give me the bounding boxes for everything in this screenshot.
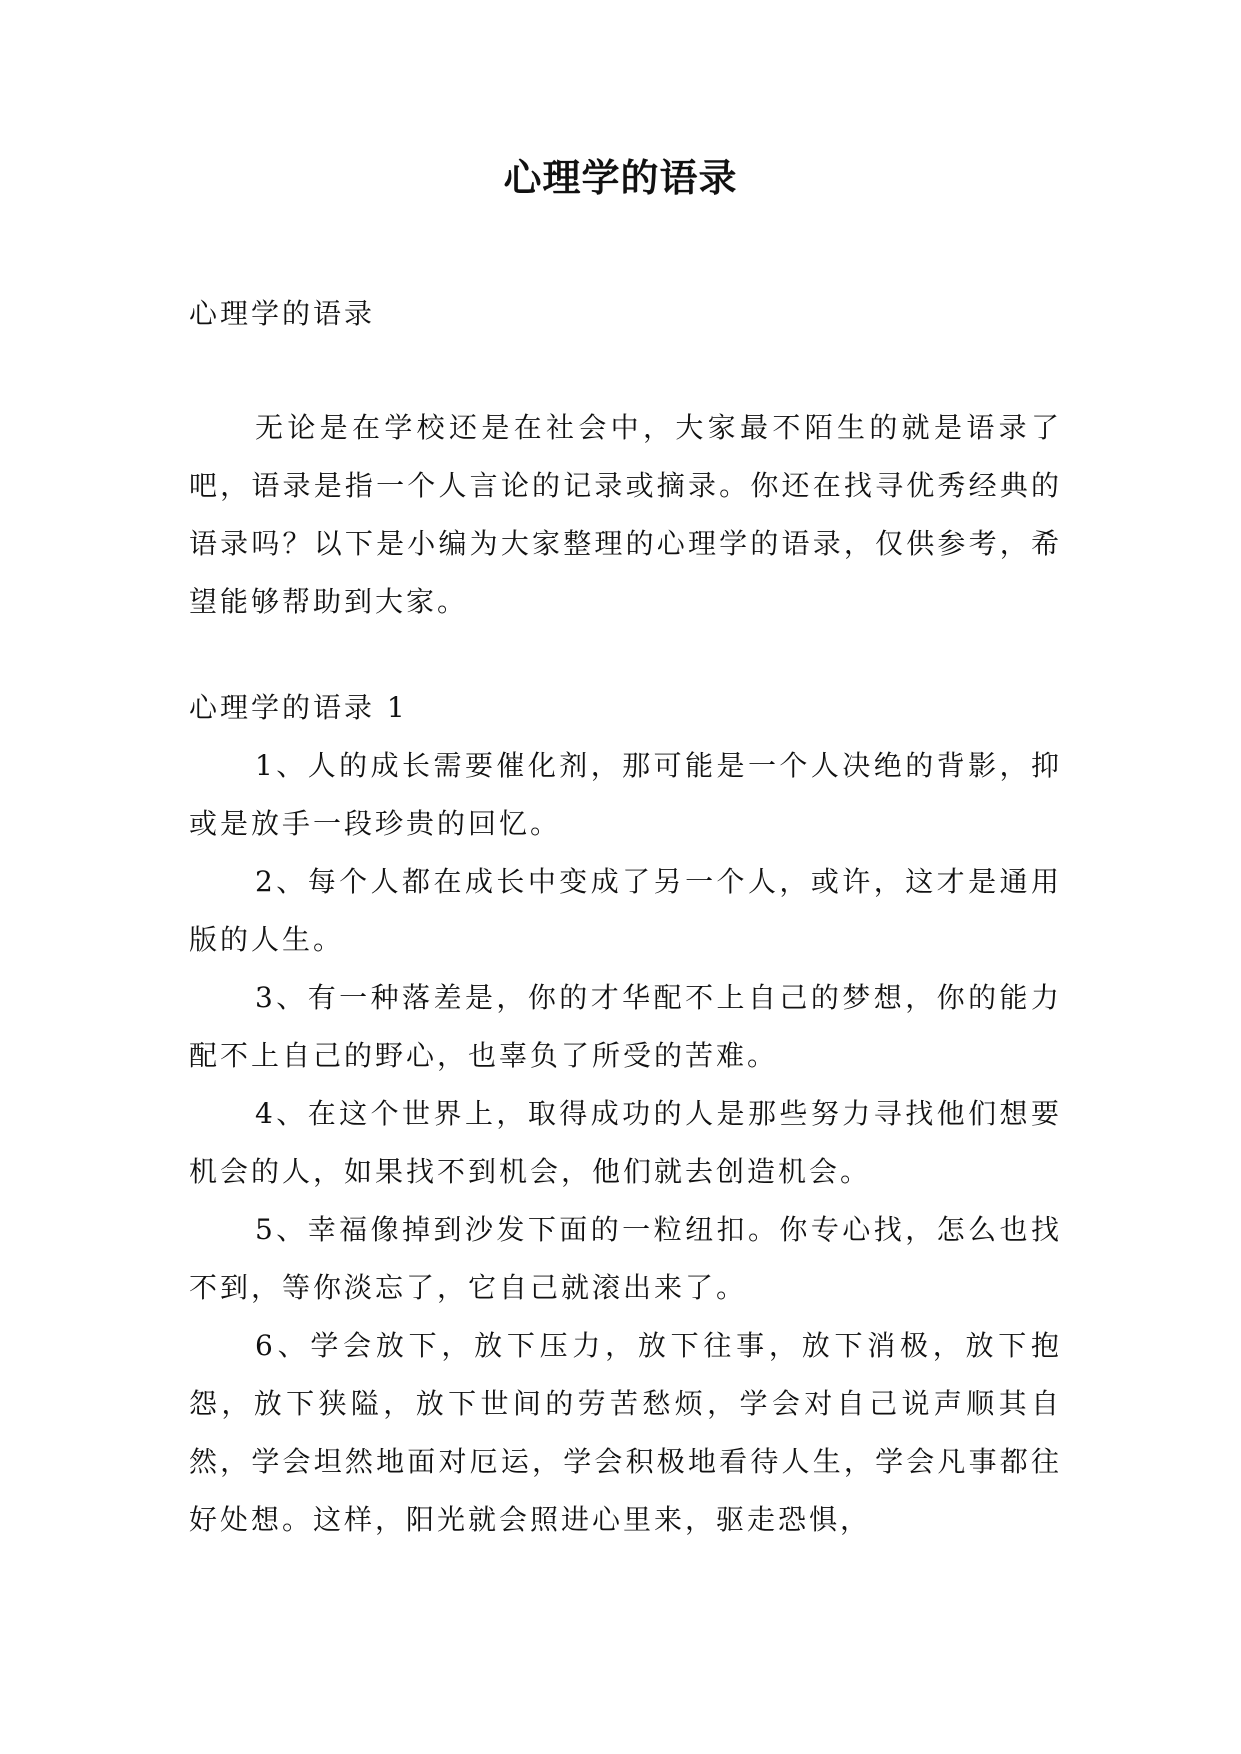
quote-item: 1、人的成长需要催化剂，那可能是一个人决绝的背影，抑或是放手一段珍贵的回忆。: [189, 749, 1062, 840]
quote-item: 3、有一种落差是，你的才华配不上自己的梦想，你的能力配不上自己的野心，也辜负了所受的苦难。: [189, 981, 1062, 1072]
document-body: [189, 285, 1062, 1549]
spacer: [189, 631, 1062, 679]
document-title: 心理学的语录: [503, 155, 738, 200]
quote-item: 4、在这个世界上，取得成功的人是那些努力寻找他们想要机会的人，如果找不到机会，他们就去创造机会。: [189, 1097, 1062, 1188]
document-subtitle: 心理学的语录: [189, 297, 376, 330]
quote-list: [189, 737, 1062, 1549]
spacer: [189, 343, 1062, 399]
intro-paragraph: 无论是在学校还是在社会中，大家最不陌生的就是语录了吧，语录是指一个人言论的记录或摘录。你还在找寻优秀经典的语录吗？以下是小编为大家整理的心理学的语录，仅供参考，希望能够帮助到大家。: [189, 411, 1062, 618]
quote-item: 6、学会放下，放下压力，放下往事，放下消极，放下抱怨，放下狭隘，放下世间的劳苦愁烦，学会对自己说声顺其自然，学会坦然地面对厄运，学会积极地看待人生，学会凡事都往好处想。这样，阳光就会照进心里来，驱走恐惧，: [189, 1329, 1062, 1536]
quote-item: 5、幸福像掉到沙发下面的一粒纽扣。你专心找，怎么也找不到，等你淡忘了，它自己就滚出来了。: [189, 1213, 1062, 1304]
quote-item: 2、每个人都在成长中变成了另一个人，或许，这才是通用版的人生。: [189, 865, 1062, 956]
section-heading: 心理学的语录 1: [189, 691, 408, 724]
